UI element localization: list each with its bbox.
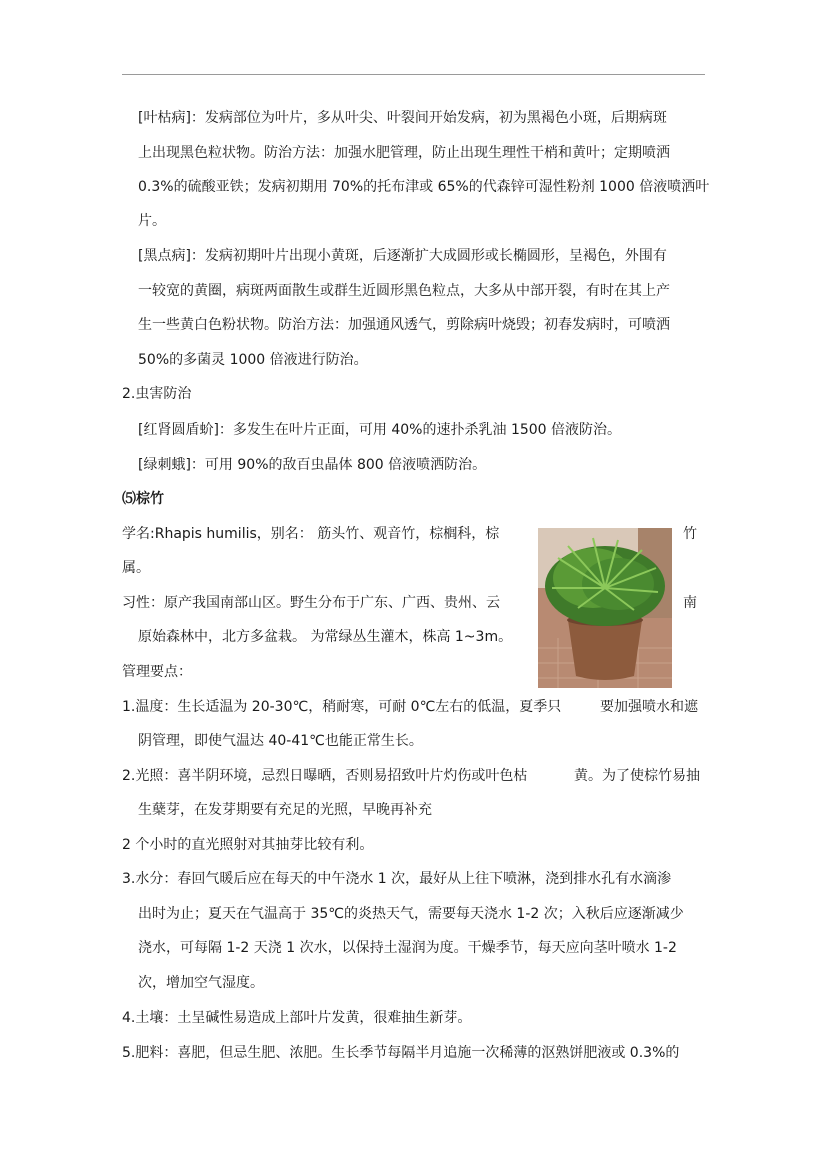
text-line: [绿刺蛾]：可用 90%的敌百虫晶体 800 倍液喷洒防治。	[138, 457, 487, 473]
text-line: 南	[683, 595, 697, 611]
text-line: [叶枯病]：发病部位为叶片，多从叶尖、叶裂间开始发病，初为黑褐色小斑，后期病斑	[138, 110, 667, 126]
header-rule	[122, 74, 705, 75]
text-line: 浇水，可每隔 1-2 天浇 1 次水，以保持土湿润为度。干燥季节，每天应向茎叶喷水 1-2	[138, 940, 677, 956]
text-line: 50%的多菌灵 1000 倍液进行防治。	[138, 352, 368, 368]
text-line: 原始森林中，北方多盆栽。 为常绿丛生灌木，株高 1~3m。	[138, 629, 513, 645]
text-line: 属。	[122, 560, 150, 576]
text-line: 出时为止；夏天在气温高于 35℃的炎热天气，需要每天浇水 1-2 次；入秋后应逐渐减少	[138, 906, 684, 922]
text-line: 黄。为了使棕竹易抽	[574, 768, 700, 784]
plant-photo	[538, 528, 672, 688]
text-line: 次，增加空气湿度。	[138, 975, 264, 991]
text-line: 管理要点：	[122, 664, 192, 680]
text-line: 0.3%的硫酸亚铁；发病初期用 70%的托布津或 65%的代森锌可湿性粉剂 1000 倍液喷洒叶	[138, 179, 710, 195]
text-line: [红肾圆盾蚧]：多发生在叶片正面，可用 40%的速扑杀乳油 1500 倍液防治。	[138, 422, 622, 438]
text-line: 要加强喷水和遮	[600, 699, 698, 715]
text-line: 4.土壤：土呈碱性易造成上部叶片发黄，很难抽生新芽。	[122, 1010, 472, 1026]
text-line: 习性：原产我国南部山区。野生分布于广东、广西、贵州、云	[122, 595, 500, 611]
text-line: 生一些黄白色粉状物。防治方法：加强通风透气，剪除病叶烧毁；初春发病时，可喷洒	[138, 317, 670, 333]
section-heading: 2.虫害防治	[122, 386, 192, 402]
text-line: 学名:Rhapis humilis，别名： 筋头竹、观音竹，棕榈科，棕	[122, 526, 500, 542]
plant-title: ⑸棕竹	[122, 491, 164, 507]
plant-illustration	[538, 528, 672, 688]
text-line: 阴管理，即使气温达 40-41℃也能正常生长。	[138, 733, 423, 749]
text-line: 片。	[138, 213, 166, 229]
text-line: 上出现黑色粒状物。防治方法：加强水肥管理，防止出现生理性干梢和黄叶；定期喷洒	[138, 145, 670, 161]
text-line: 生蘖芽，在发芽期要有充足的光照，早晚再补充	[138, 802, 432, 818]
text-line: 3.水分：春回气暖后应在每天的中午浇水 1 次，最好从上往下喷淋，浇到排水孔有水滴渗	[122, 871, 672, 887]
text-line: 5.肥料：喜肥，但忌生肥、浓肥。生长季节每隔半月追施一次稀薄的沤熟饼肥液或 0.3%的	[122, 1045, 680, 1061]
text-line: 竹	[683, 526, 697, 542]
text-line: 2.光照：喜半阴环境，忌烈日曝晒，否则易招致叶片灼伤或叶色枯	[122, 768, 528, 784]
text-line: 1.温度：生长适温为 20-30℃，稍耐寒，可耐 0℃左右的低温，夏季只	[122, 699, 562, 715]
text-line: 一较宽的黄圈，病斑两面散生或群生近圆形黑色粒点，大多从中部开裂，有时在其上产	[138, 283, 670, 299]
text-line: 2 个小时的直光照射对其抽芽比较有利。	[122, 837, 374, 853]
text-line: [黑点病]：发病初期叶片出现小黄斑，后逐渐扩大成圆形或长椭圆形，呈褐色，外围有	[138, 248, 667, 264]
